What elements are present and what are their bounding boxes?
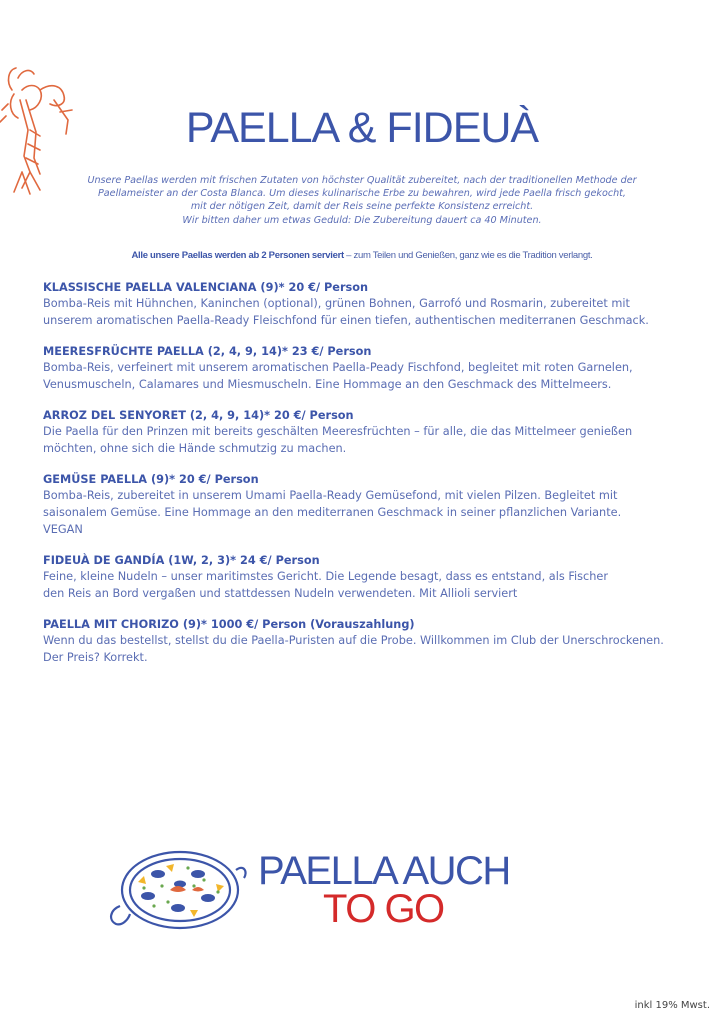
paella-pan-icon [108,840,248,936]
dish-name: FIDEUÀ DE GANDÍA (1W, 2, 3)* 24 €/ Person [43,554,320,567]
dish-item [43,344,713,393]
dish-name: KLASSISCHE PAELLA VALENCIANA (9)* 20 €/ Person [43,281,369,294]
dish-item [43,280,713,329]
dish-description [43,359,713,393]
dish-item [43,617,713,666]
togo-line1: PAELLA AUCH [258,849,510,893]
dish-description-line: VEGAN [43,523,83,536]
intro-text [60,174,664,227]
togo-logo [258,849,510,931]
dish-name: ARROZ DEL SENYORET (2, 4, 9, 14)* 20 €/ Person [43,409,354,422]
dish-description [43,632,713,666]
intro-line: Paellameister an der Costa Blanca. Um dieses kulinarische Erbe zu bewahren, wird jede Paella frisch gekocht, [98,188,626,200]
dish-description [43,487,713,538]
intro-line: mit der nötigen Zeit, damit der Reis seine perfekte Konsistenz erreicht. [190,201,534,213]
dish-description [43,295,713,329]
intro-line: Unsere Paellas werden mit frischen Zutaten von höchster Qualität zubereitet, nach der traditionellen Methode der [87,175,637,186]
togo-line2: TO GO [323,887,444,931]
dish-description-line: Bomba-Reis, verfeinert mit unserem aromatischen Paella-Peady Fischfond, begleitet mit roten Garnelen, [43,361,633,374]
tax-note: inkl 19% Mwst. [634,1000,710,1011]
dish-name: GEMÜSE PAELLA (9)* 20 €/ Person [43,473,259,486]
dish-name: PAELLA MIT CHORIZO (9)* 1000 €/ Person (Vorauszahlung) [43,618,415,631]
serving-note-rest: – zum Teilen und Genießen, ganz wie es die Tradition verlangt. [343,250,593,261]
dish-description [43,568,713,602]
dish-description-line: Feine, kleine Nudeln – unser maritimstes Gericht. Die Legende besagt, dass es entstand, als Fischer [43,570,608,583]
dish-description-line: Bomba-Reis, zubereitet in unserem Umami Paella-Ready Gemüsefond, mit vielen Pilzen. Begleitet mit [43,489,618,502]
dish-name: MEERESFRÜCHTE PAELLA (2, 4, 9, 14)* 23 €/ Person [43,345,372,358]
dish-description-line: Wenn du das bestellst, stellst du die Paella-Puristen auf die Probe. Willkommen im Club der Unerschrockenen. [43,634,664,647]
serving-note [0,250,724,261]
dish-item [43,553,713,602]
dish-description-line: Bomba-Reis mit Hühnchen, Kaninchen (optional), grünen Bohnen, Garrofó und Rosmarin, zubereitet mit [43,297,630,310]
dish-item [43,408,713,457]
dish-description-line: den Reis an Bord vergaßen und stattdessen Nudeln verwendeten. Mit Allioli serviert [43,587,518,600]
dish-description-line: Venusmuscheln, Calamares und Miesmuscheln. Eine Hommage an den Geschmack des Mittelmeers. [43,378,612,391]
dish-list [43,280,713,681]
dish-description-line: Die Paella für den Prinzen mit bereits geschälten Meeresfrüchten – für alle, die das Mittelmeer genießen [43,425,633,438]
intro-line: Wir bitten daher um etwas Geduld: Die Zubereitung dauert ca 40 Minuten. [182,214,542,226]
dish-description-line: unserem aromatischen Paella-Ready Fleischfond für einen tiefen, authentischen mediterranen Geschmack. [43,314,649,327]
serving-note-bold: Alle unsere Paellas werden ab 2 Personen serviert [131,250,344,261]
dish-item [43,472,713,538]
page-title: PAELLA & FIDEUÀ [185,104,539,152]
dish-description [43,423,713,457]
dish-description-line: möchten, ohne sich die Hände schmutzig zu machen. [43,442,347,455]
dish-description-line: Der Preis? Korrekt. [43,651,148,664]
dish-description-line: saisonalem Gemüse. Eine Hommage an den mediterranen Geschmack in seiner pflanzlichen Variante. [43,506,622,519]
